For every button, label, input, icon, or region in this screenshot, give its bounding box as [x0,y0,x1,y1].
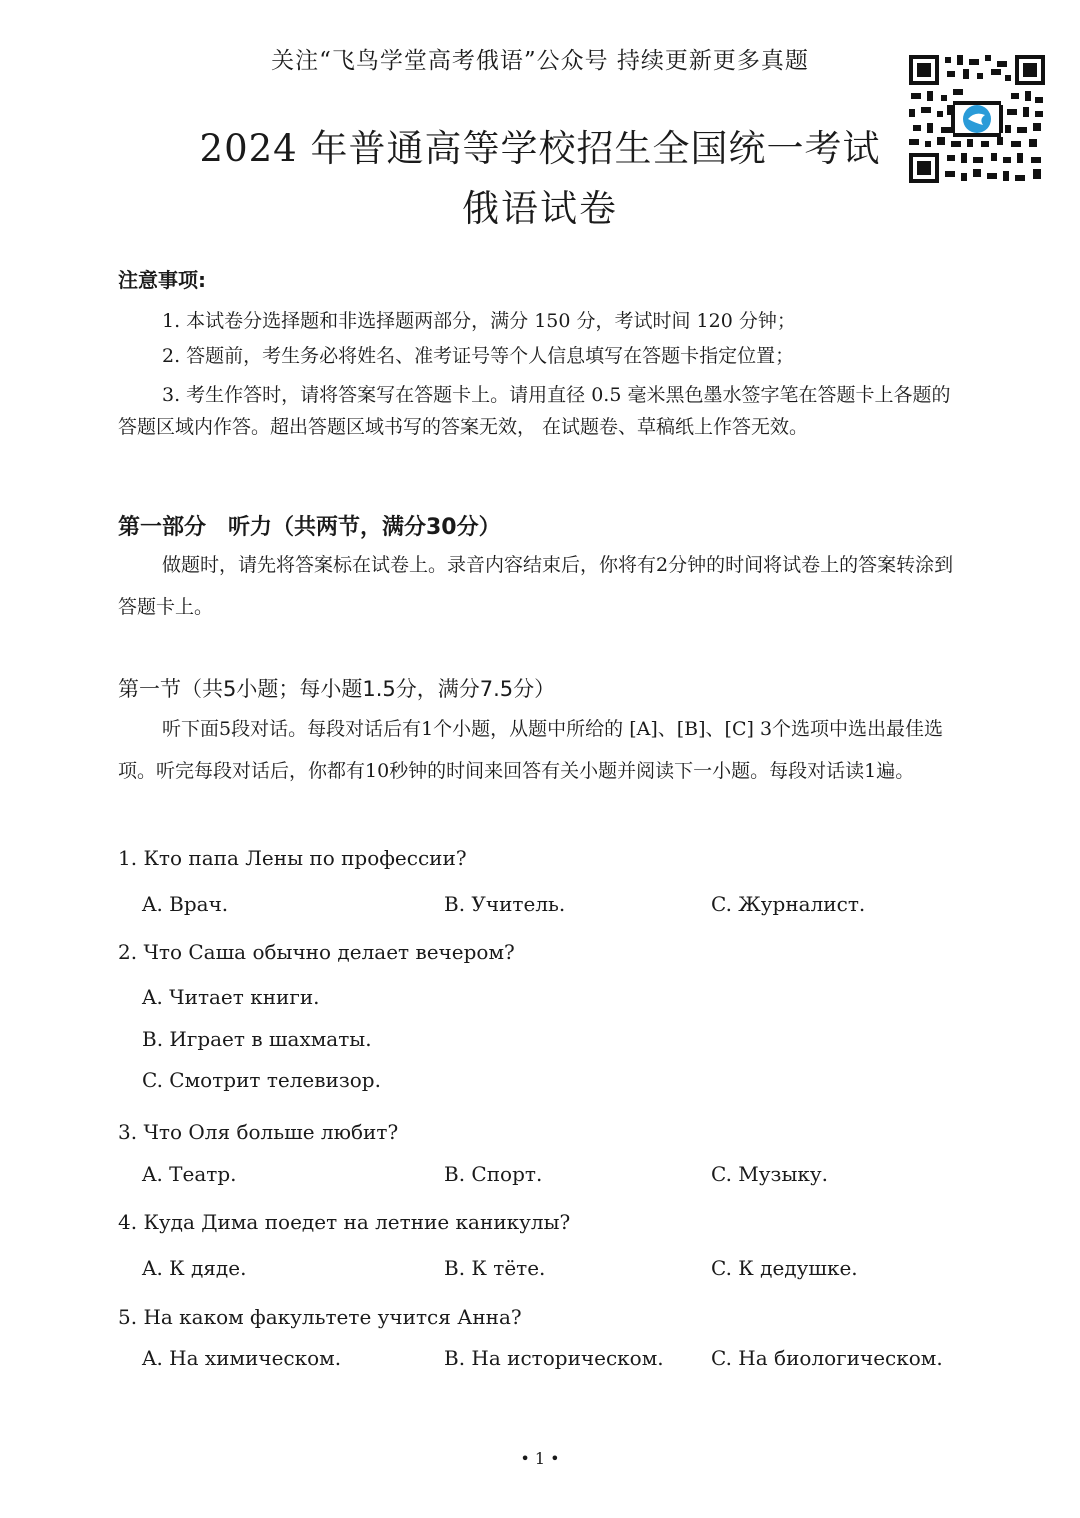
notice-item: 1. 本试卷分选择题和非选择题两部分，满分 150 分，考试时间 120 分钟； [162,310,796,332]
part-heading: 第一部分 听力（共两节，满分30分） [118,515,501,540]
question: 3. Что Оля больше любит? [118,1120,399,1144]
option-b: B. К тёте. [444,1256,546,1280]
option-b: B. Учитель. [444,892,566,916]
page-number: • 1 • [520,1449,560,1468]
promo-banner: 关注“飞鸟学堂高考俄语”公众号 持续更新更多真题 [271,48,809,74]
exam-subtitle: 俄语试卷 [462,187,618,230]
option-b: B. Спорт. [444,1162,543,1186]
question: 2. Что Саша обычно делает вечером? [118,940,515,964]
notice-heading: 注意事项: [118,268,206,292]
option-c: C. Музыку. [711,1162,829,1186]
option-b: B. На историческом. [444,1346,664,1370]
section-instructions: 听下面5段对话。每段对话后有1个小题，从题中所给的 [A]、[B]、[C] 3个选项中选出最佳选项。听完每段对话后，你都有10秒钟的时间来回答有关小题并阅读下一小题。每段对话读1遍。 [118,718,944,782]
option-c: C. На биологическом. [711,1346,943,1370]
notice-item: 3. 考生作答时，请将答案写在答题卡上。请用直径 0.5 毫米黑色墨水签字笔在答题卡上各题的答题区域内作答。超出答题区域书写的答案无效， 在试题卷、草稿纸上作答无效。 [118,384,951,438]
option-c: C. Журналист. [711,892,866,916]
option-b: B. Играет в шахматы. [142,1027,372,1051]
question: 1. Кто папа Лены по профессии? [118,846,467,870]
option-a: A. Читает книги. [142,985,320,1009]
option-a: A. Врач. [142,892,229,916]
section-heading: 第一节（共5小题；每小题1.5分，满分7.5分） [118,677,556,701]
question: 4. Куда Дима поедет на летние каникулы? [118,1210,571,1234]
option-a: A. На химическом. [142,1346,342,1370]
option-c: C. Смотрит телевизор. [142,1068,381,1092]
option-a: A. К дяде. [142,1256,247,1280]
part-instructions: 做题时，请先将答案标在试卷上。录音内容结束后，你将有2分钟的时间将试卷上的答案转涂到答题卡上。 [118,554,954,618]
question: 5. На каком факультете учится Анна? [118,1305,522,1329]
option-c: C. К дедушке. [711,1256,858,1280]
option-a: A. Театр. [142,1162,237,1186]
exam-title: 2024 年普通高等学校招生全国统一考试 [199,127,881,170]
notice-item: 2. 答题前，考生务必将姓名、准考证号等个人信息填写在答题卡指定位置； [162,345,795,367]
